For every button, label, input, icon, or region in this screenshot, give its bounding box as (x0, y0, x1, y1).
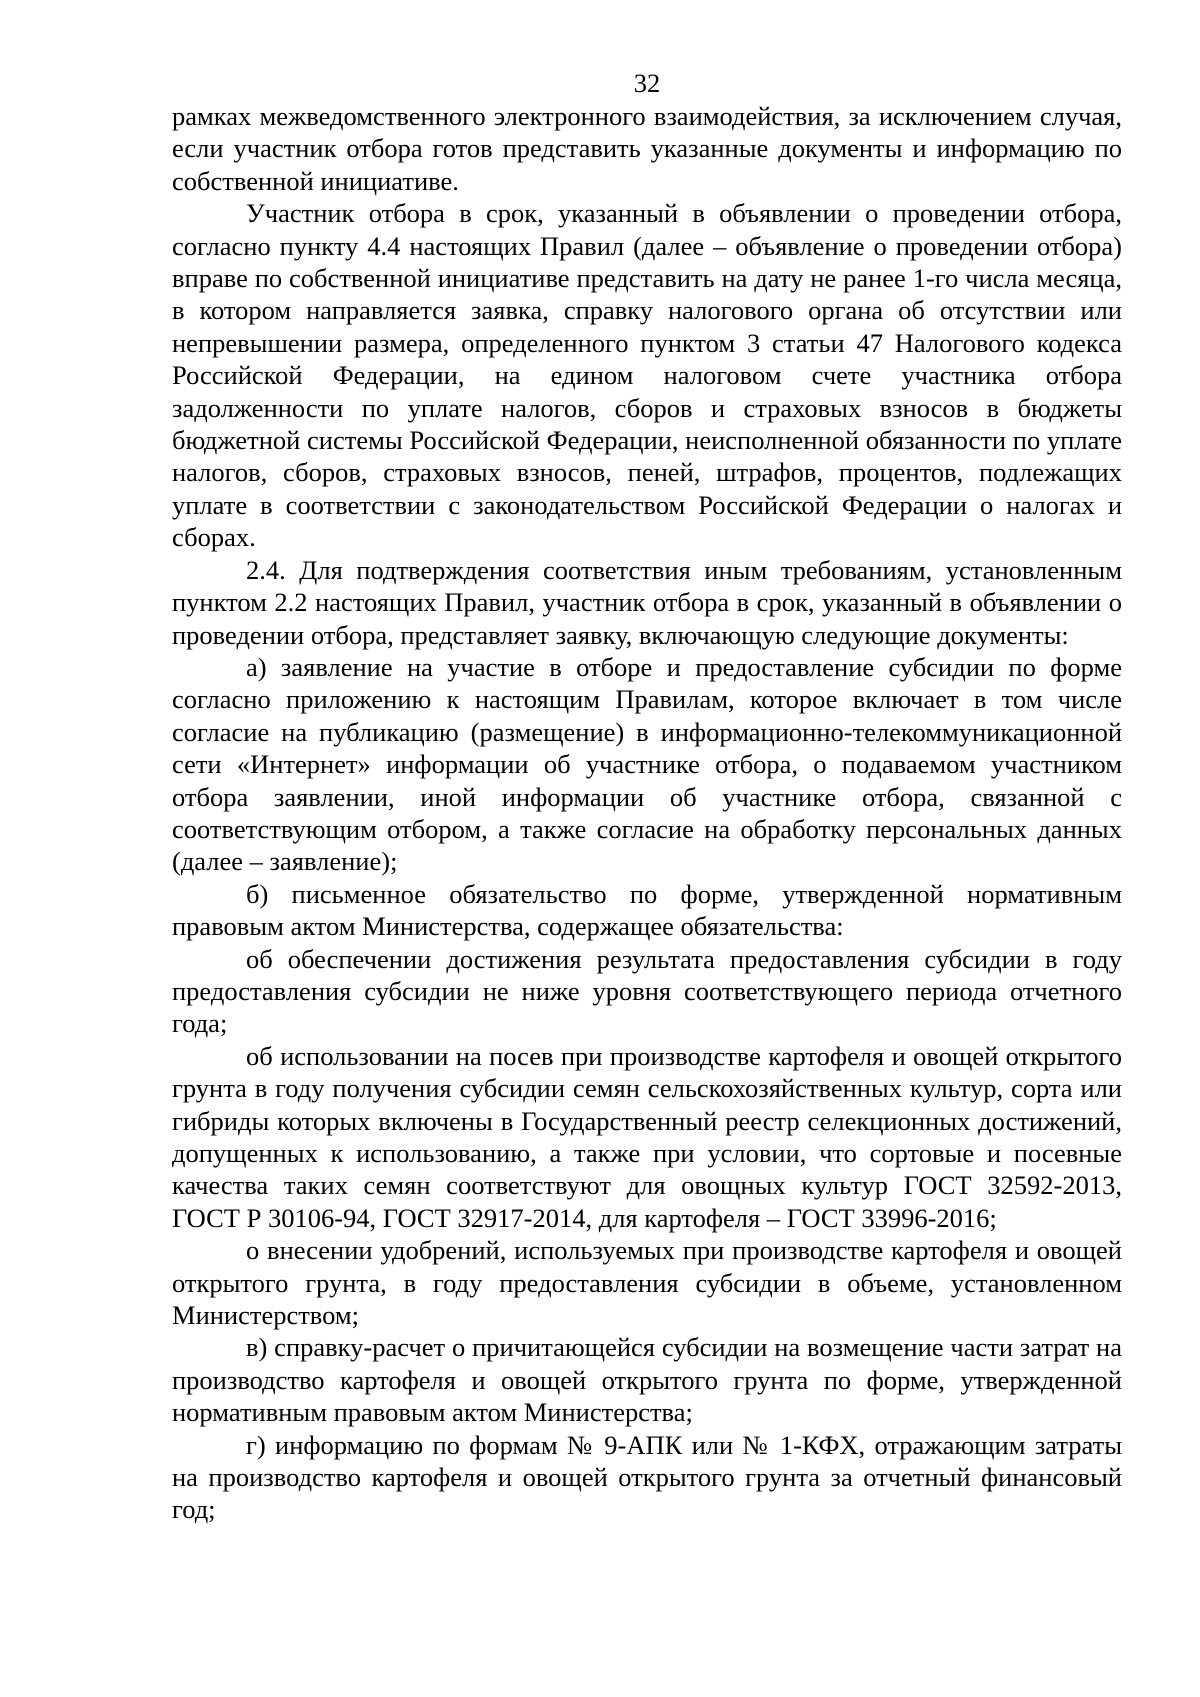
paragraph-item-b: б) письменное обязательство по форме, утвержденной нормативным правовым актом Министерства, содержащее обязательства: (172, 878, 1122, 942)
paragraph-obligation-result: об обеспечении достижения результата предоставления субсидии в году предоставления субсидии не ниже уровня соответствующего периода отчетного года; (172, 943, 1122, 1039)
paragraph-tax-certificate: Участник отбора в срок, указанный в объявлении о проведении отбора, согласно пункту 4.4 настоящих Правил (далее – объявление о проведении отбора) вправе по собственной инициативе представить на дату не ранее 1-го числа месяца, в котором направляется заявка, справку налогового органа об отсутствии или непревышении размера, определенного пунктом 3 статьи 47 Налогового кодекса Российской Федерации, на едином налоговом счете участника отбора задолженности по уплате налогов, сборов и страховых взносов в бюджеты бюджетной системы Российской Федерации, неисполненной обязанности по уплате налогов, сборов, страховых взносов, пеней, штрафов, процентов, подлежащих уплате в соответствии с законодательством Российской Федерации о налогах и сборах. (172, 198, 1122, 553)
paragraph-obligation-seeds: об использовании на посев при производстве картофеля и овощей открытого грунта в году получения субсидии семян сельскохозяйственных культур, сорта или гибриды которых включены в Государственный реестр селекционных достижений, допущенных к использованию, а также при условии, что сортовые и посевные качества таких семян соответствуют для овощных культур ГОСТ 32592-2013, ГОСТ Р 30106-94, ГОСТ 32917-2014, для картофеля – ГОСТ 33996-2016; (172, 1040, 1122, 1233)
page-number: 32 (633, 68, 661, 98)
paragraph-item-g: г) информацию по формам № 9-АПК или № 1-КФХ, отражающим затраты на производство картофеля и овощей открытого грунта за отчетный финансовый год; (172, 1429, 1122, 1525)
paragraph-obligation-fertilizers: о внесении удобрений, используемых при производстве картофеля и овощей открытого грунта, в году предоставления субсидии в объеме, установленном Министерством; (172, 1235, 1122, 1331)
paragraph-item-v: в) справку-расчет о причитающейся субсидии на возмещение части затрат на производство картофеля и овощей открытого грунта по форме, утвержденной нормативным правовым актом Министерства; (172, 1332, 1122, 1428)
paragraph-item-a: а) заявление на участие в отборе и предоставление субсидии по форме согласно приложению к настоящим Правилам, которое включает в том числе согласие на публикацию (размещение) в информационно-телекоммуникационной сети «Интернет» информации об участнике отбора, о подаваемом участником отбора заявлении, иной информации об участнике отбора, связанной с соответствующим отбором, а также согласие на обработку персональных данных (далее – заявление); (172, 651, 1122, 877)
paragraph-continuation: рамках межведомственного электронного взаимодействия, за исключением случая, если участник отбора готов представить указанные документы и информацию по собственной инициативе. (172, 101, 1122, 196)
paragraph-2-4: 2.4. Для подтверждения соответствия иным требованиям, установленным пунктом 2.2 настоящих Правил, участник отбора в срок, указанный в объявлении о проведении отбора, представляет заявку, включающую следующие документы: (172, 554, 1122, 650)
document-page (172, 66, 1122, 1526)
